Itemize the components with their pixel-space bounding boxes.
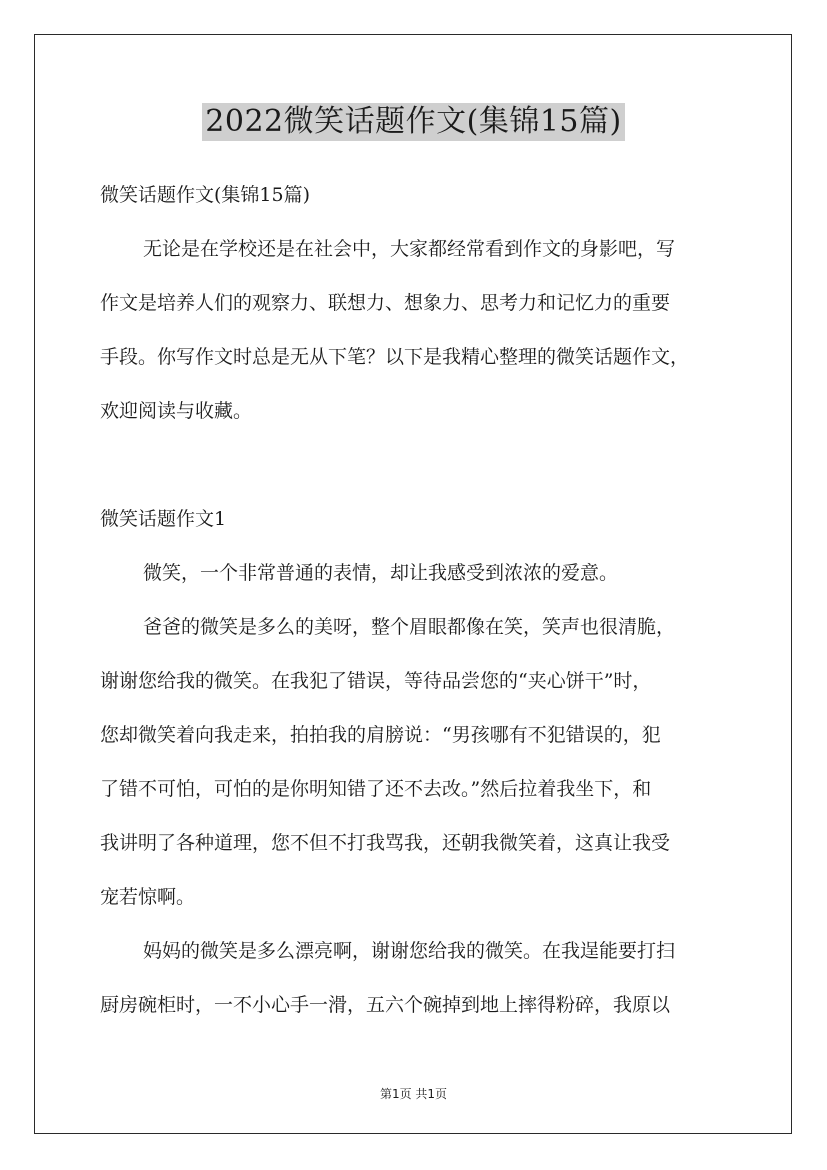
body-line: 谢谢您给我的微笑。在我犯了错误，等待品尝您的“夹心饼干”时，	[100, 670, 652, 692]
title-container	[0, 103, 827, 141]
document-subtitle: 微笑话题作文(集锦15篇)	[100, 184, 311, 206]
body-line: 妈妈的微笑是多么漂亮啊，谢谢您给我的微笑。在我逞能要打扫	[143, 940, 676, 962]
body-line: 宠若惊啊。	[100, 886, 196, 908]
section-heading: 微笑话题作文1	[100, 508, 227, 530]
intro-line: 作文是培养人们的观察力、联想力、想象力、思考力和记忆力的重要	[100, 292, 671, 314]
page-footer: 第1页 共1页	[379, 1087, 448, 1101]
body-line: 微笑，一个非常普通的表情，却让我感受到浓浓的爱意。	[143, 562, 619, 584]
body-line: 您却微笑着向我走来，拍拍我的肩膀说：“男孩哪有不犯错误的，犯	[100, 724, 661, 746]
body-line: 我讲明了各种道理，您不但不打我骂我，还朝我微笑着，这真让我受	[100, 832, 671, 854]
intro-line: 无论是在学校还是在社会中，大家都经常看到作文的身影吧，写	[143, 238, 676, 260]
body-line: 爸爸的微笑是多么的美呀，整个眉眼都像在笑，笑声也很清脆，	[143, 616, 676, 638]
intro-line: 欢迎阅读与收藏。	[100, 400, 253, 422]
body-line: 了错不可怕，可怕的是你明知错了还不去改。”然后拉着我坐下，和	[100, 778, 652, 800]
body-line: 厨房碗柜时，一不小心手一滑，五六个碗掉到地上摔得粉碎，我原以	[100, 994, 671, 1016]
document-title: 2022微笑话题作文(集锦15篇)	[202, 103, 624, 141]
intro-line: 手段。你写作文时总是无从下笔？以下是我精心整理的微笑话题作文，	[100, 346, 690, 368]
